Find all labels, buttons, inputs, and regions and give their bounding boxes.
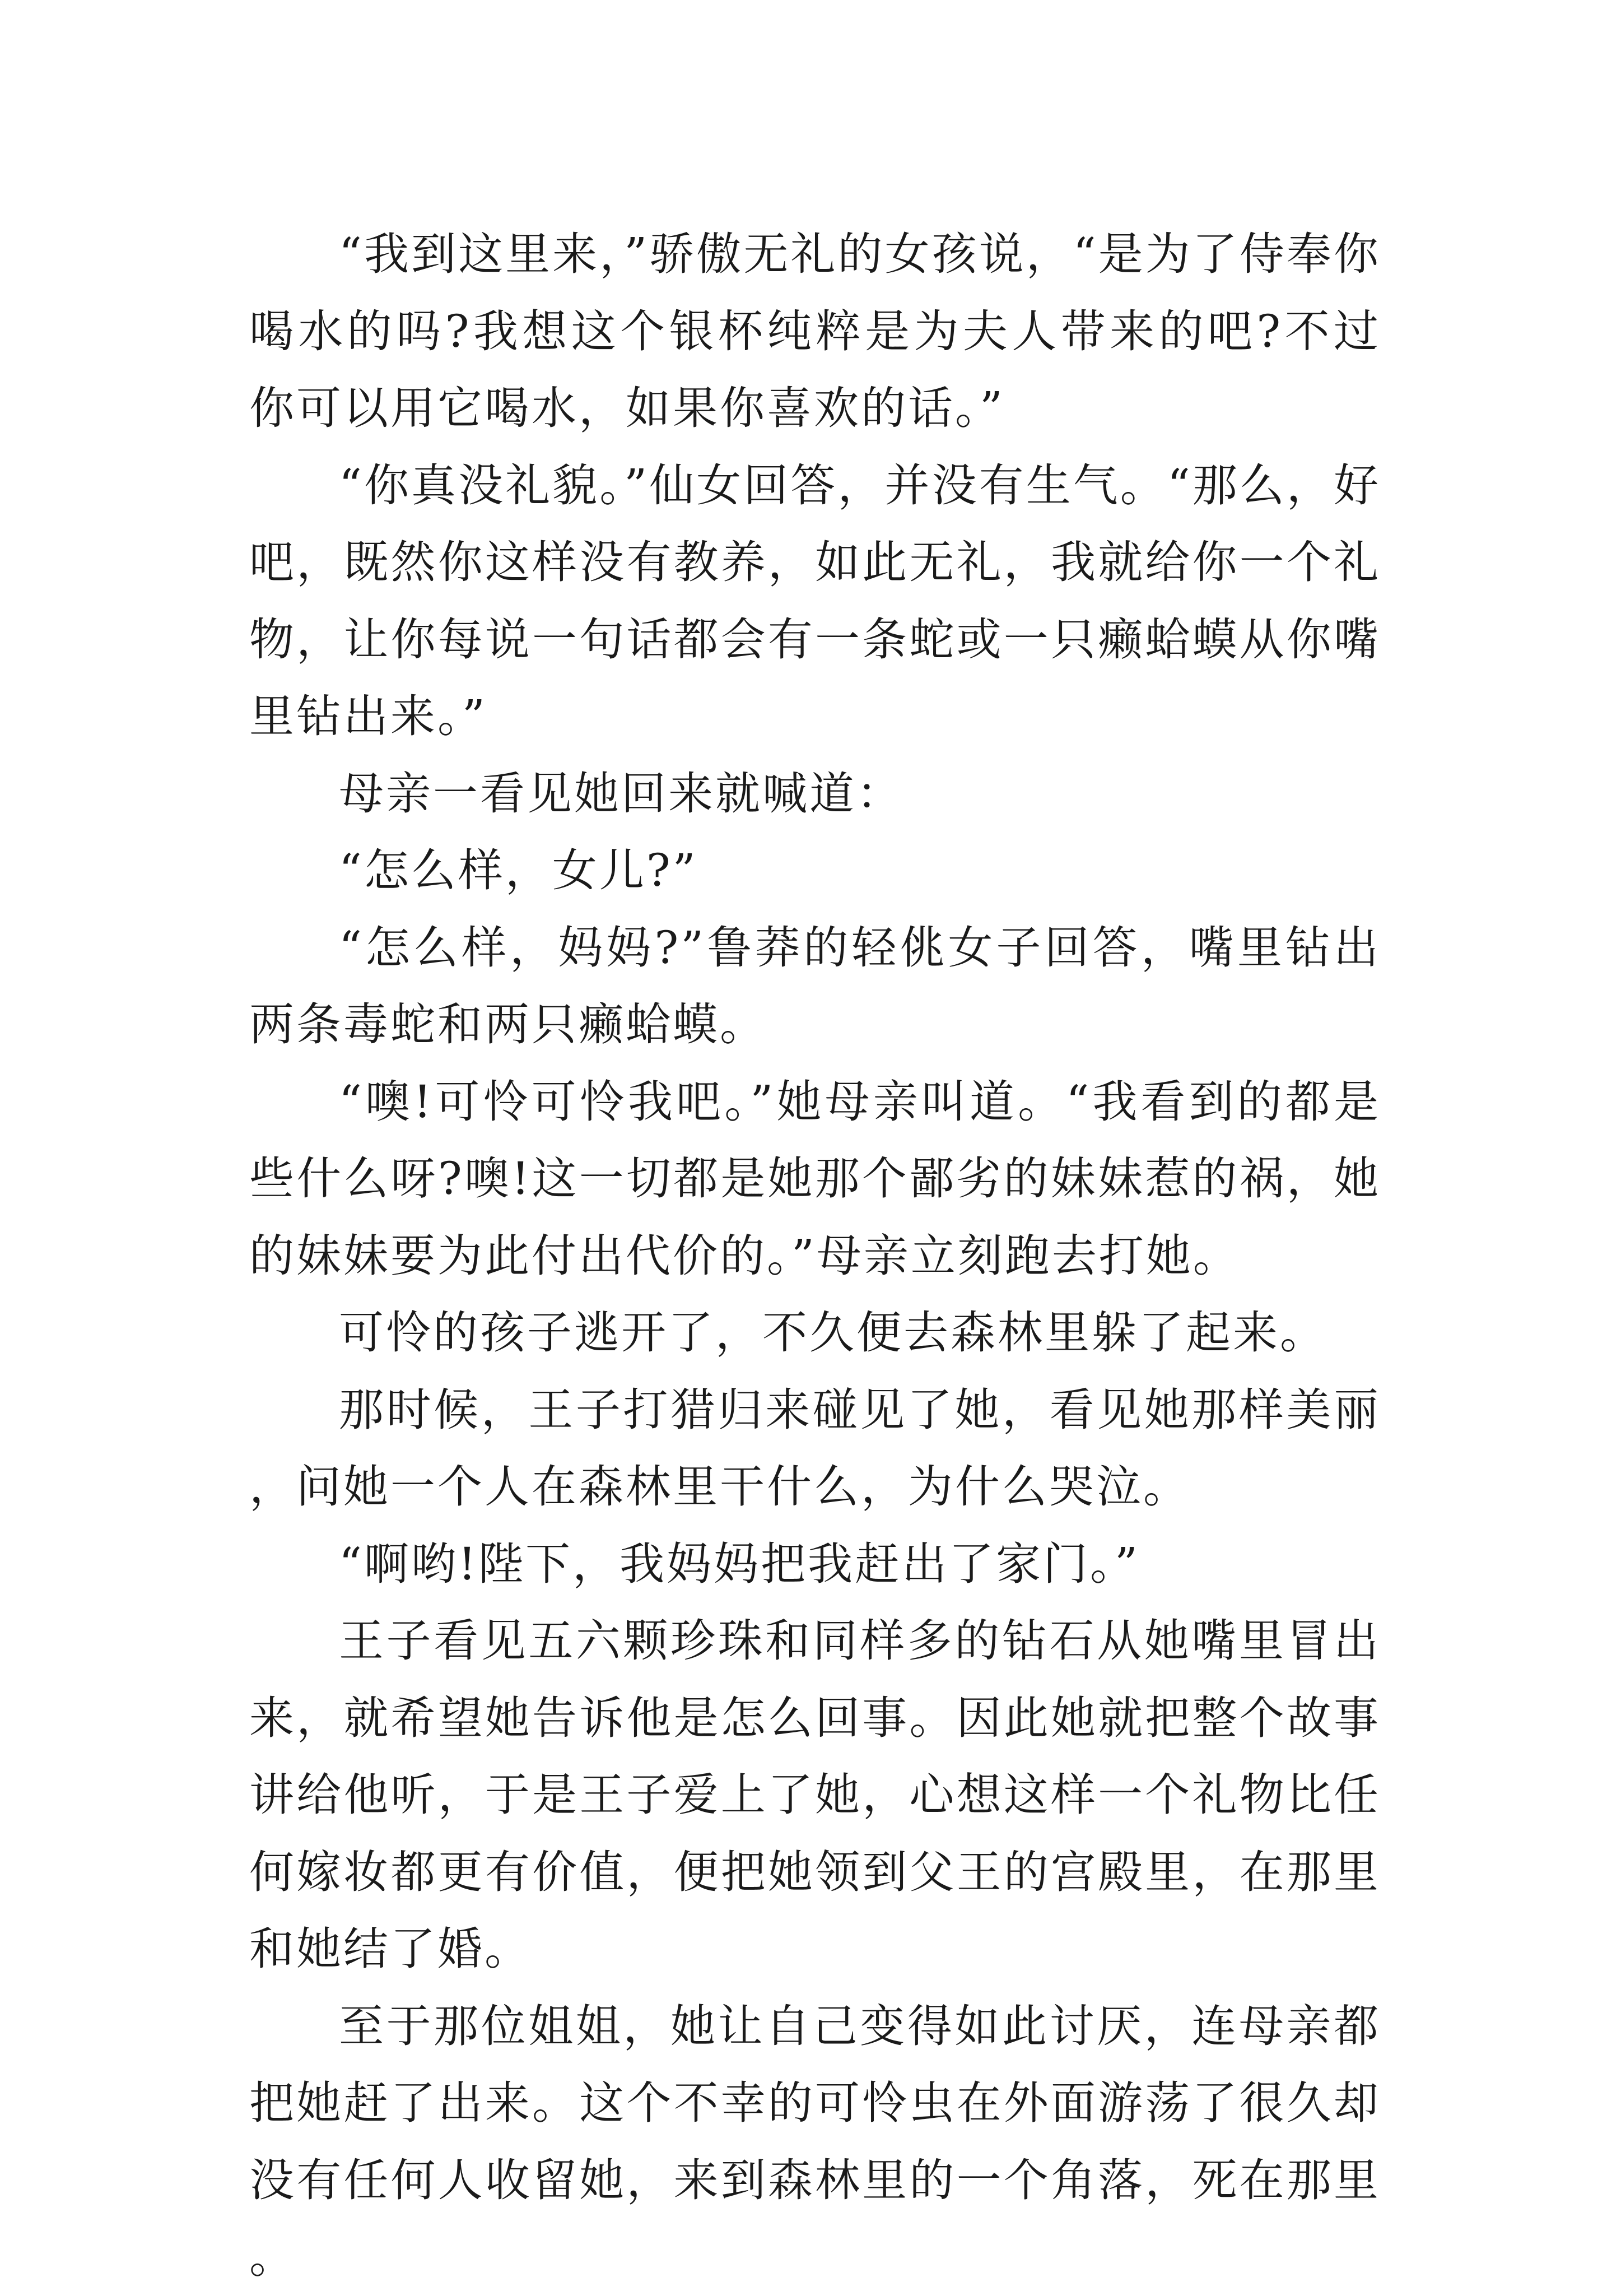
paragraph-2: “你真没礼貌。”仙女回答，并没有生气。“那么，好吧，既然你这样没有教养，如此无礼，我就给你一个礼物，让你每说一句话都会有一条蛇或一只癞蛤蟆从你嘴里钻出来。” bbox=[249, 459, 1381, 742]
paragraph-4: “怎么样，女儿?” bbox=[339, 844, 698, 896]
paragraph-9: “啊哟!陛下，我妈妈把我赶出了家门。” bbox=[339, 1537, 1140, 1590]
paragraph-5: “怎么样，妈妈?”鲁莽的轻佻女子回答，嘴里钻出两条毒蛇和两只癞蛤蟆。 bbox=[249, 921, 1381, 1051]
paragraph-6: “噢!可怜可怜我吧。”她母亲叫道。“我看到的都是些什么呀?噢!这一切都是她那个鄙劣的妹妹惹的祸，她的妹妹要为此付出代价的。”母亲立刻跑去打她。 bbox=[249, 1075, 1381, 1282]
paragraph-8: 那时候，王子打猎归来碰见了她，看见她那样美丽，问她一个人在森林里干什么，为什么哭泣。 bbox=[249, 1383, 1381, 1513]
story-text bbox=[249, 216, 1381, 2296]
paragraph-3: 母亲一看见她回来就喊道： bbox=[339, 767, 903, 820]
paragraph-1: “我到这里来，”骄傲无礼的女孩说，“是为了侍奉你喝水的吗?我想这个银杯纯粹是为夫人带来的吧?不过你可以用它喝水，如果你喜欢的话。” bbox=[249, 228, 1381, 434]
paragraph-7: 可怜的孩子逃开了，不久便去森林里躲了起来。 bbox=[339, 1307, 1327, 1359]
paragraph-10: 王子看见五六颗珍珠和同样多的钻石从她嘴里冒出来，就希望她告诉他是怎么回事。因此她就把整个故事讲给他听，于是王子爱上了她，心想这样一个礼物比任何嫁妆都更有价值，便把她领到父王的宫殿里，在那里和她结了婚。 bbox=[249, 1615, 1381, 1975]
paragraph-11: 至于那位姐姐，她让自己变得如此讨厌，连母亲都把她赶了出来。这个不幸的可怜虫在外面游荡了很久却没有任何人收留她，来到森林里的一个角落，死在那里。 bbox=[249, 2000, 1381, 2283]
